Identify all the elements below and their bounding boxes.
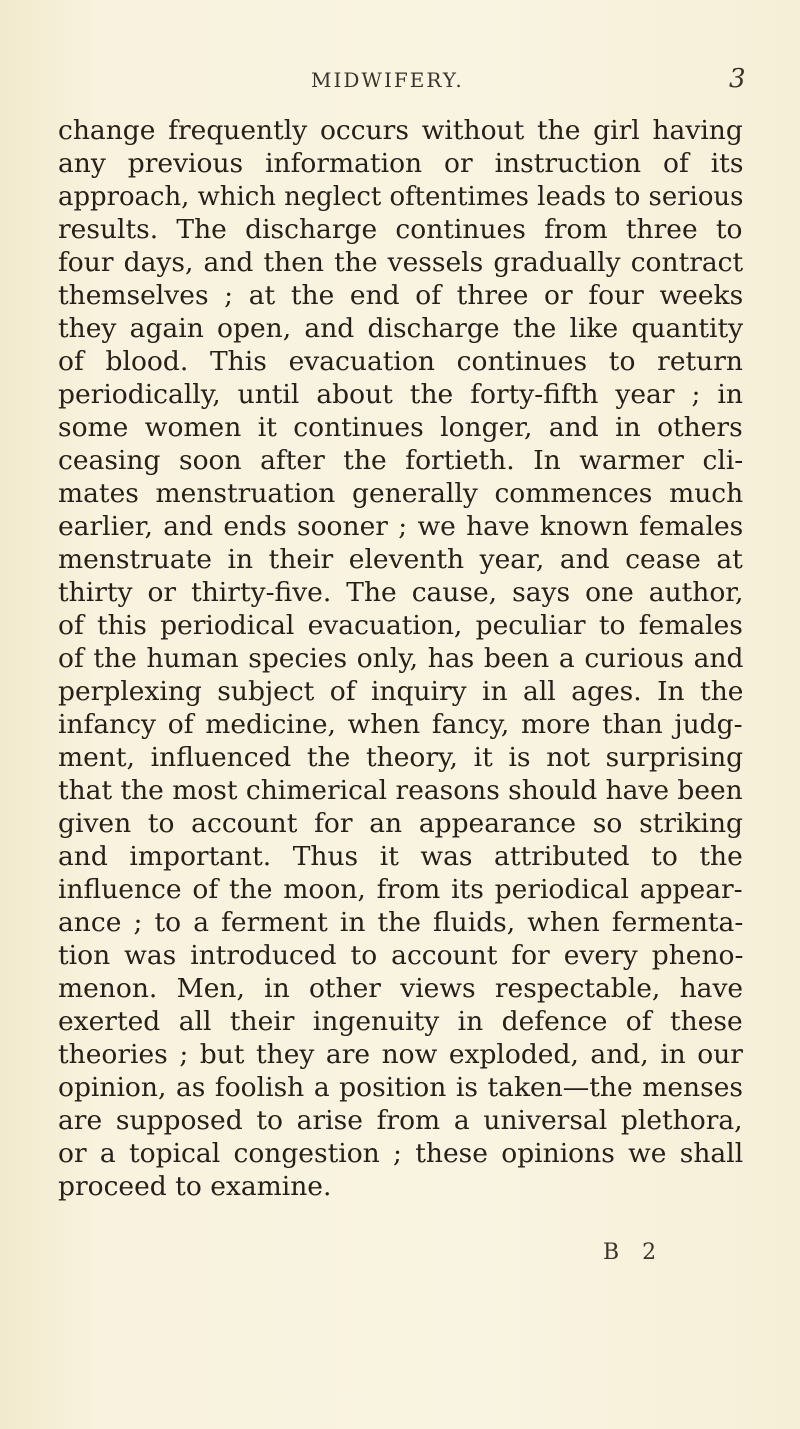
text-line: menon. Men, in other views respectable, have <box>58 973 744 1004</box>
text-line: given to account for an appearance so striking <box>58 808 744 839</box>
text-line: perplexing subject of inquiry in all ages. In the <box>58 676 744 707</box>
text-line: mates menstruation generally commences much <box>58 478 744 509</box>
text-line: exerted all their ingenuity in defence of these <box>58 1006 743 1037</box>
text-line: results. The discharge continues from three to <box>58 214 743 245</box>
text-line: menstruate in their eleventh year, and cease at <box>58 544 743 575</box>
text-line: theories ; but they are now exploded, and, in our <box>58 1039 743 1070</box>
text-line: proceed to examine. <box>58 1171 332 1202</box>
text-line: tion was introduced to account for every pheno- <box>58 940 744 971</box>
text-line: they again open, and discharge the like quantity <box>58 313 744 344</box>
text-line: approach, which neglect oftentimes leads to serious <box>58 181 744 212</box>
text-line: ance ; to a ferment in the fluids, when fermenta- <box>58 907 744 938</box>
text-line: of the human species only, has been a curious and <box>58 643 744 674</box>
text-line: earlier, and ends sooner ; we have known females <box>58 511 744 542</box>
text-line: that the most chimerical reasons should have been <box>58 775 743 806</box>
text-line: or a topical congestion ; these opinions we shall <box>58 1138 744 1169</box>
text-line: and important. Thus it was attributed to the <box>58 841 743 872</box>
text-line: ceasing soon after the fortieth. In warmer cli- <box>58 445 744 476</box>
text-line: periodically, until about the forty-fifth year ; in <box>58 379 743 410</box>
text-line: any previous information or instruction of its <box>58 148 744 179</box>
text-line: ment, influenced the theory, it is not surprising <box>58 742 744 773</box>
text-line: change frequently occurs without the girl having <box>58 115 743 146</box>
text-line: infancy of medicine, when fancy, more than judg- <box>58 709 743 740</box>
text-line: opinion, as foolish a position is taken—the menses <box>58 1072 744 1103</box>
text-line: are supposed to arise from a universal plethora, <box>58 1105 743 1136</box>
text-line: thirty or thirty-five. The cause, says one author, <box>58 577 744 608</box>
text-line: four days, and then the vessels gradually contract <box>58 247 744 278</box>
running-head-title: MIDWIFERY. <box>311 68 464 92</box>
running-head <box>0 62 800 102</box>
text-line: of this periodical evacuation, peculiar to females <box>58 610 743 641</box>
signature-mark: B 2 <box>603 1240 665 1265</box>
text-line: some women it continues longer, and in others <box>58 412 743 443</box>
page-number: 3 <box>729 64 746 94</box>
text-line: influence of the moon, from its periodical appear- <box>58 874 743 905</box>
text-line: themselves ; at the end of three or four weeks <box>58 280 744 311</box>
text-line: of blood. This evacuation continues to return <box>58 346 743 377</box>
